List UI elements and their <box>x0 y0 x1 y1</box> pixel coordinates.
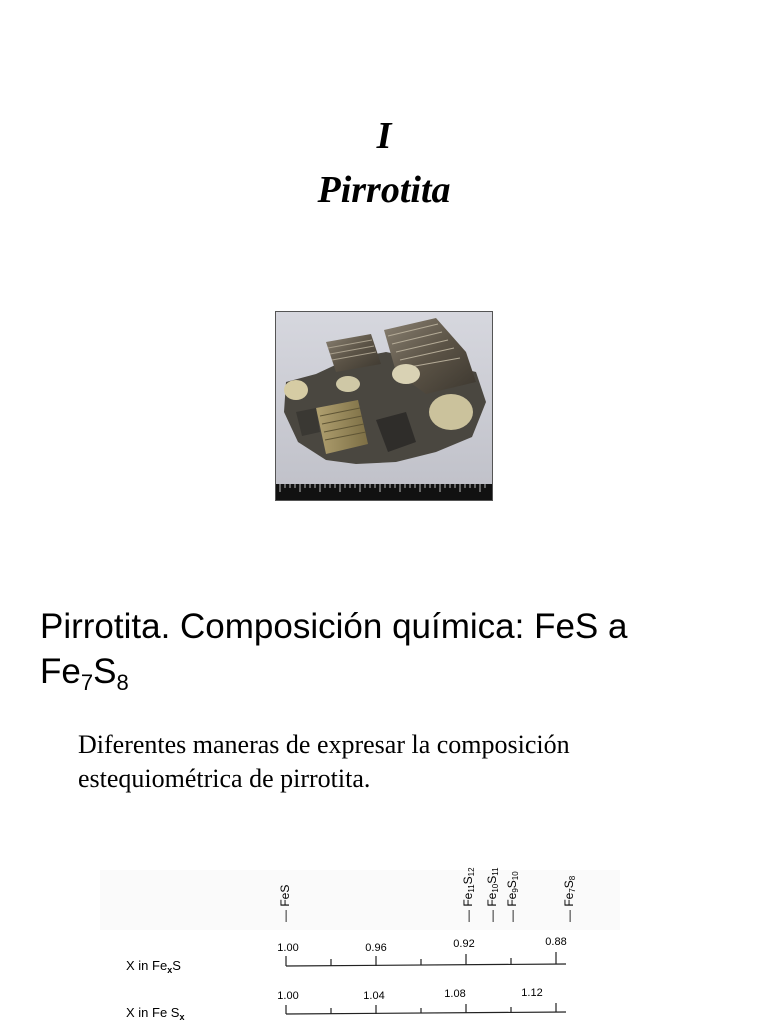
row1-tick-label: 0.96 <box>365 942 387 954</box>
pyrrhotite-photo <box>275 311 493 501</box>
phase-label: — FeS <box>278 884 292 922</box>
row1-label: X in $Fe_xS$ <box>126 958 181 975</box>
description-paragraph <box>78 728 738 796</box>
description-line-1: Diferentes maneras de expresar la composición <box>78 730 570 759</box>
row2-label: X in Fe $S_x$ <box>126 1005 185 1022</box>
heading-text: Pirrotita. Composición química: FeS a <box>40 607 628 646</box>
section-title: Pirrotita <box>317 169 451 211</box>
row1-tick-label: 1.00 <box>277 942 299 954</box>
mineral-specimen-icon <box>276 312 492 500</box>
phase-label: — Fe7S8 <box>562 875 577 922</box>
stoichiometry-diagram <box>0 830 768 1024</box>
row2-tick-label: 1.08 <box>444 988 466 1000</box>
composition-heading <box>40 604 740 694</box>
description-line-2: estequiométrica de pirrotita. <box>78 764 371 793</box>
heading-formula: $Fe_7S_8$ <box>40 652 129 695</box>
phase-label: — Fe11S12 <box>461 867 476 922</box>
row1-tick-label: 0.88 <box>545 936 567 948</box>
row2-tick-label: 1.04 <box>363 990 385 1002</box>
row1-tick-label: 0.92 <box>453 938 475 950</box>
phase-label: — Fe10S11 <box>485 867 500 922</box>
row2-tick-label: 1.00 <box>277 990 299 1002</box>
row2-tick-label: 1.12 <box>521 987 543 999</box>
section-number: I <box>376 115 392 157</box>
phase-label: — Fe9S10 <box>505 871 520 922</box>
